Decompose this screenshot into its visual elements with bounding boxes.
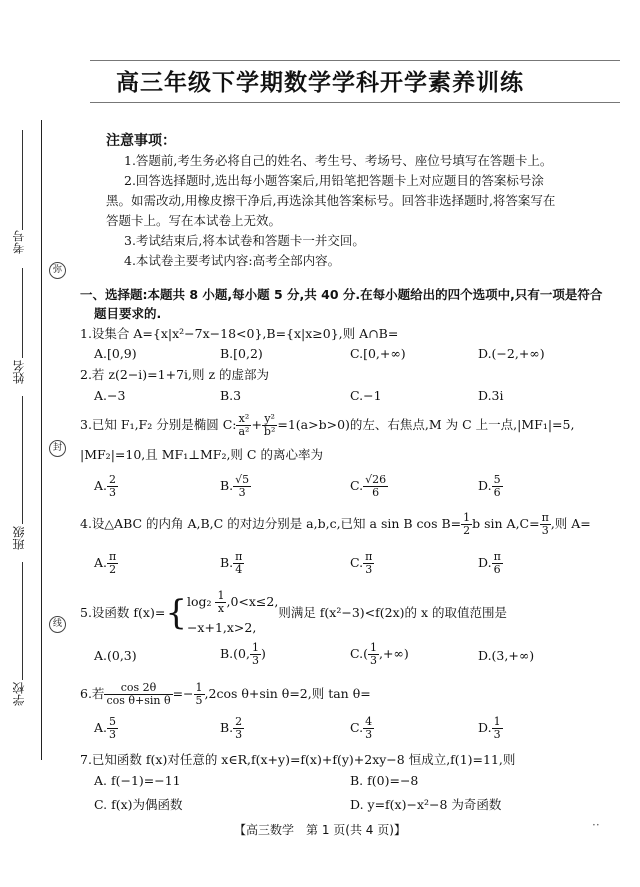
question-2-option-b: B.3 <box>220 388 242 403</box>
question-5-option-b <box>220 642 266 667</box>
q4-opt-d-num: π <box>493 550 501 563</box>
q6-opt-b-num: 2 <box>235 715 243 728</box>
seal-mark-mi: 弥 <box>49 262 66 279</box>
q6-opt-a-den: 3 <box>109 728 117 741</box>
question-4-option-a <box>94 551 118 576</box>
question-4-option-c <box>350 551 374 576</box>
section-heading <box>80 285 610 323</box>
question-6-stem-part-a: 6.若 <box>80 686 105 701</box>
q5-case1-num: 1 <box>217 589 225 602</box>
question-5-option-d: D.(3,+∞) <box>478 648 535 663</box>
question-3-stem-line-2: |MF₂|=10,且 MF₁⊥MF₂,则 C 的离心率为 <box>80 447 323 462</box>
notice-line-1: 1.答题前,考生务必将自己的姓名、考生号、考场号、座位号填写在答题卡上。 <box>124 153 553 168</box>
margin-fill-line-4 <box>22 562 23 680</box>
q4-opt-c-den: 3 <box>365 563 373 576</box>
q5-opt-c-a: C.( <box>350 646 368 661</box>
question-1-option-a: A.[0,9) <box>94 346 137 361</box>
question-3-option-a <box>94 474 118 499</box>
question-5-stem-part-b: 则满足 f(x²−3)<f(2x)的 x 的取值范围是 <box>278 605 508 620</box>
question-7-stem: 7.已知函数 f(x)对任意的 x∈R,f(x+y)=f(x)+f(y)+2xy−8 恒成立,f(1)=11,则 <box>80 752 516 767</box>
q4-opt-b-den: 4 <box>235 563 243 576</box>
question-5-case-1 <box>187 590 278 615</box>
q3-opt-b-frac <box>233 474 251 499</box>
margin-fill-line-3 <box>22 396 23 524</box>
q4-frac2-den: 3 <box>541 524 549 537</box>
q5-opt-c-frac <box>368 642 379 667</box>
question-4-stem-part-a: 4.设△ABC 的内角 A,B,C 的对边分别是 a,b,c,已知 a sin B cos B= <box>80 516 462 531</box>
q6-opt-c-num: 4 <box>365 715 373 728</box>
seal-mark-feng: 封 <box>49 440 66 457</box>
q3-opt-a-den: 3 <box>109 486 117 499</box>
question-1-option-b: B.[0,2) <box>220 346 263 361</box>
corner-marks: ·· <box>592 818 600 832</box>
seal-line <box>41 120 42 760</box>
question-1-option-c: C.[0,+∞) <box>350 346 406 361</box>
q3-frac1-num: x² <box>236 413 251 426</box>
question-7-option-c: C. f(x)为偶函数 <box>94 797 183 812</box>
q4-frac1-den: 2 <box>463 524 471 537</box>
question-4-fraction-pi3 <box>540 512 551 537</box>
q5-case1-frac <box>215 590 226 615</box>
q6-frac1-num: cos 2θ <box>104 682 172 695</box>
q6-frac1-den: cos θ+sin θ <box>106 694 171 707</box>
question-4-fraction-half <box>461 512 472 537</box>
q4-opt-c-frac <box>363 551 374 576</box>
margin-label-school: 学校 <box>12 682 26 706</box>
question-1-stem: 1.设集合 A={x|x²−7x−18<0},B={x|x≥0},则 A∩B= <box>80 326 399 341</box>
question-4-option-d <box>478 551 503 576</box>
question-6-fraction-fifth <box>194 682 205 707</box>
q4-opt-a-num: π <box>109 550 117 563</box>
q3-opt-b-num: √5 <box>235 473 250 486</box>
q3-opt-c-label: C. <box>350 478 364 493</box>
question-6-option-d <box>478 716 503 741</box>
q3-frac2-num: y² <box>262 413 277 426</box>
q6-opt-d-label: D. <box>478 720 492 735</box>
question-2-option-c: C.−1 <box>350 388 382 403</box>
question-3-option-b <box>220 474 251 499</box>
question-3-fraction-y <box>262 413 277 438</box>
q4-opt-d-den: 6 <box>493 563 501 576</box>
q3-opt-d-num: 5 <box>493 473 501 486</box>
question-7-option-b: B. f(0)=−8 <box>350 773 419 788</box>
question-4-stem-part-b: b sin A,C= <box>472 516 540 531</box>
question-4-stem-part-c: ,则 A= <box>550 516 591 531</box>
q4-opt-d-frac <box>492 551 503 576</box>
q5-opt-b-b: ) <box>260 646 266 661</box>
margin-label-exam-number: 考号 <box>12 230 26 254</box>
section-heading-line-1: 一、选择题:本题共 8 小题,每小题 5 分,共 40 分.在每小题给出的四个选项中,只有一项是符合 <box>80 287 603 302</box>
question-6-stem <box>80 682 615 707</box>
q6-opt-c-label: C. <box>350 720 364 735</box>
q3-opt-d-label: D. <box>478 478 492 493</box>
q6-frac2-den: 5 <box>195 694 203 707</box>
q5-opt-c-b: ,+∞) <box>378 646 409 661</box>
q6-opt-a-num: 5 <box>109 715 117 728</box>
q6-opt-a-frac <box>107 716 118 741</box>
q4-opt-d-label: D. <box>478 555 492 570</box>
question-5-case-2: −x+1,x>2, <box>186 620 257 635</box>
q6-opt-d-den: 3 <box>493 728 501 741</box>
q5-opt-b-a: B.(0, <box>220 646 250 661</box>
question-3-stem <box>80 413 615 438</box>
q6-opt-b-frac <box>233 716 244 741</box>
question-5-stem-part-a: 5.设函数 f(x)= <box>80 605 166 620</box>
q4-opt-b-frac <box>233 551 244 576</box>
question-4-option-b <box>220 551 244 576</box>
question-5-stem <box>80 590 615 636</box>
q3-opt-c-num: √26 <box>365 473 387 486</box>
q3-opt-d-den: 6 <box>493 486 501 499</box>
margin-fill-line-1 <box>22 130 23 230</box>
question-5-option-c <box>350 642 409 667</box>
q4-opt-b-label: B. <box>220 555 234 570</box>
q3-opt-c-frac <box>363 474 388 499</box>
q5-opt-c-num: 1 <box>369 641 377 654</box>
q3-opt-b-label: B. <box>220 478 234 493</box>
q6-opt-d-num: 1 <box>493 715 501 728</box>
question-6-stem-part-b: =− <box>172 686 194 701</box>
q4-frac1-num: 1 <box>463 511 471 524</box>
q4-opt-a-den: 2 <box>109 563 117 576</box>
question-2-option-d: D.3i <box>478 388 504 403</box>
question-6-option-c <box>350 716 374 741</box>
q4-frac2-num: π <box>541 511 549 524</box>
margin-label-name: 姓名 <box>12 360 26 384</box>
question-1-option-d: D.(−2,+∞) <box>478 346 545 361</box>
q5-opt-c-den: 3 <box>369 654 377 667</box>
q6-opt-d-frac <box>492 716 503 741</box>
notice-line-5: 3.考试结束后,将本试卷和答题卡一并交回。 <box>124 233 365 248</box>
page-footer: 【高三数学 第 1 页(共 4 页)】 <box>234 823 406 837</box>
q6-opt-b-den: 3 <box>235 728 243 741</box>
q5-case1-a: log₂ <box>186 594 216 609</box>
question-6-option-b <box>220 716 244 741</box>
question-6-stem-part-c: ,2cos θ+sin θ=2,则 tan θ= <box>204 686 371 701</box>
question-3-option-c <box>350 474 388 499</box>
q3-opt-a-num: 2 <box>109 473 117 486</box>
q3-opt-c-den: 6 <box>372 486 380 499</box>
q4-opt-a-frac <box>107 551 118 576</box>
question-3-option-d <box>478 474 503 499</box>
q5-case1-den: x <box>217 602 225 615</box>
q6-opt-c-den: 3 <box>365 728 373 741</box>
notice-line-6: 4.本试卷主要考试内容:高考全部内容。 <box>124 253 341 268</box>
q5-opt-b-den: 3 <box>251 654 259 667</box>
notice-heading: 注意事项： <box>106 133 176 149</box>
q4-opt-a-label: A. <box>94 555 108 570</box>
question-2-stem: 2.若 z(2−i)=1+7i,则 z 的虚部为 <box>80 367 270 382</box>
question-3-fraction-x <box>236 413 251 438</box>
q5-case1-b: ,0<x≤2, <box>226 594 279 609</box>
question-3-stem-part-a: 3.已知 F₁,F₂ 分别是椭圆 C: <box>80 417 237 432</box>
q6-frac2-num: 1 <box>195 681 203 694</box>
question-7-option-a: A. f(−1)=−11 <box>94 773 181 788</box>
q4-opt-c-label: C. <box>350 555 364 570</box>
notice-line-4: 答题卡上。写在本试卷上无效。 <box>106 213 282 228</box>
notice-line-2: 2.回答选择题时,选出每小题答案后,用铅笔把答题卡上对应题目的答案标号涂 <box>124 173 544 188</box>
question-3-stem-part-b: =1(a>b>0)的左、右焦点,M 为 C 上一点,|MF₁|=5, <box>277 417 575 432</box>
q6-opt-c-frac <box>363 716 374 741</box>
notice-line-3: 黑。如需改动,用橡皮擦干净后,再选涂其他答案标号。回答非选择题时,将答案写在 <box>106 193 556 208</box>
q3-opt-b-den: 3 <box>238 486 246 499</box>
q3-opt-d-frac <box>492 474 503 499</box>
q3-opt-a-label: A. <box>94 478 108 493</box>
question-4-stem <box>80 512 615 537</box>
q3-opt-a-frac <box>107 474 118 499</box>
title-rule-bottom <box>90 102 620 103</box>
question-5-brace: { <box>165 593 187 633</box>
q6-opt-b-label: B. <box>220 720 234 735</box>
margin-fill-line-2 <box>22 268 23 358</box>
section-heading-line-2: 题目要求的. <box>94 306 162 321</box>
question-5-cases <box>187 590 278 636</box>
q3-plus: + <box>251 417 262 432</box>
page-title: 高三年级下学期数学学科开学素养训练 <box>116 70 524 96</box>
question-7-option-d: D. y=f(x)−x²−8 为奇函数 <box>350 797 502 812</box>
q3-frac2-den: b² <box>263 425 276 438</box>
question-2-option-a: A.−3 <box>94 388 126 403</box>
margin-label-class: 班级 <box>12 526 26 550</box>
question-5-option-a: A.(0,3) <box>94 648 137 663</box>
q4-opt-c-num: π <box>365 550 373 563</box>
q6-opt-a-label: A. <box>94 720 108 735</box>
seal-mark-xian: 线 <box>49 616 66 633</box>
title-rule-top <box>90 60 620 61</box>
q3-frac1-den: a² <box>238 425 250 438</box>
q5-opt-b-num: 1 <box>251 641 259 654</box>
q4-opt-b-num: π <box>235 550 243 563</box>
q5-opt-b-frac <box>250 642 261 667</box>
question-6-option-a <box>94 716 118 741</box>
question-6-fraction-main <box>104 682 172 707</box>
